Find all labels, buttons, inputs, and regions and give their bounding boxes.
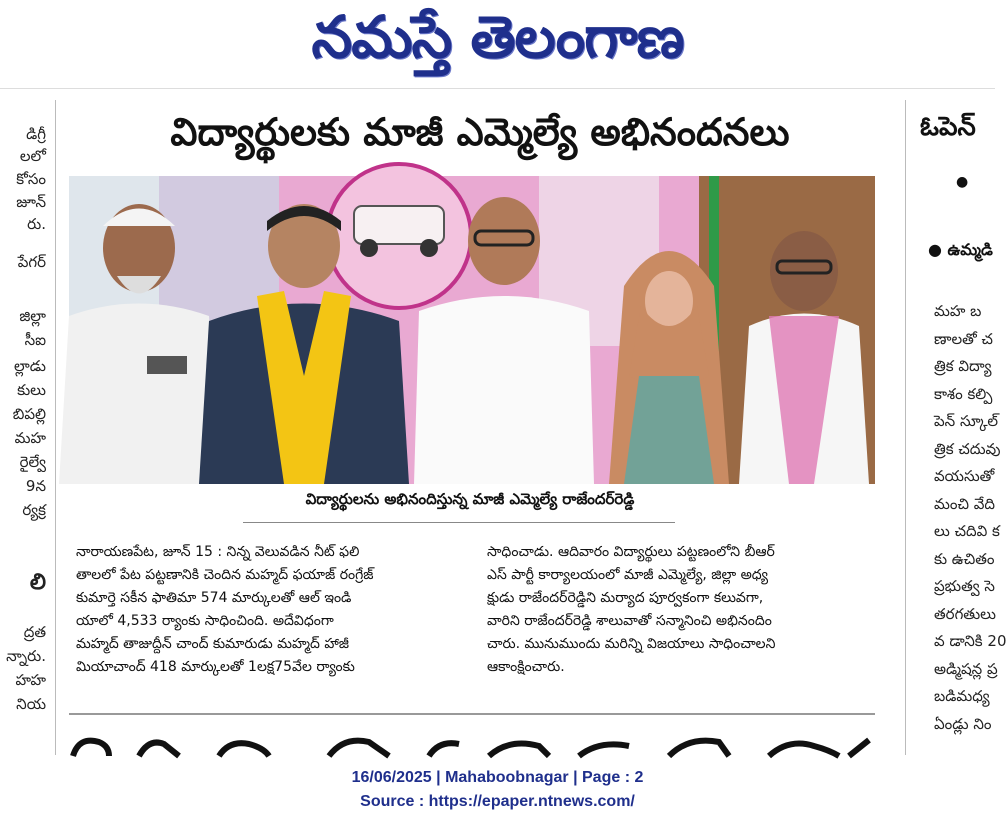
article-body-right: [487, 541, 875, 679]
left-column-text: డిగ్రీ: [26, 125, 46, 143]
page-footer: [0, 766, 995, 814]
left-column-text: న్నారు.: [6, 647, 46, 665]
left-column-text: 9న: [25, 477, 46, 495]
left-column-text: నియ: [16, 695, 46, 713]
left-column-fragment: [0, 95, 52, 755]
left-column-text: రు.: [27, 215, 46, 233]
article-photo: [69, 176, 875, 484]
left-column-text: ద్రత: [23, 623, 46, 641]
text-line: చారు. మునుముందు మరిన్ని విజయాలు సాధించాలని: [487, 636, 776, 652]
left-column-text: హహ: [15, 671, 46, 689]
newspaper-masthead: [0, 2, 995, 72]
left-column-text: జిల్లా: [19, 307, 46, 325]
left-column-text: కులు: [17, 381, 46, 399]
text-line: తాలలో పేట పట్టణానికి చెందిన మహ్మద్ ఫయాజ్ రంగ్రేజ్: [76, 567, 374, 583]
right-column-text: లు చదివి క: [934, 522, 1000, 540]
left-column-text: రైల్వే: [19, 453, 46, 471]
right-column-text: ప్రభుత్వ సె: [934, 577, 995, 595]
left-column-text: కోసం: [16, 170, 46, 188]
left-column-text: ల్లాడు: [14, 357, 46, 375]
left-column-text: ర్యక్ర: [22, 501, 46, 519]
photo-caption: విద్యార్థులను అభినందిస్తున్న మాజీ ఎమ్మెల్యే రాజేందర్‌రెడ్డి: [305, 490, 635, 508]
text-line: సాధించాడు. ఆదివారం విద్యార్థులు పట్టణంలోని బీఆర్: [487, 544, 775, 560]
text-line: ఎస్ పార్టీ కార్యాలయంలో మాజీ ఎమ్మెల్యే, జిల్లా అధ్య: [487, 567, 768, 583]
footer-source: Source : https://epaper.ntnews.com/: [360, 793, 635, 810]
left-column-text: లలో: [19, 147, 46, 165]
right-column-text: తరగతులు: [934, 604, 996, 623]
caption-underline: [243, 522, 675, 523]
text-line: ఆకాంక్షించారు.: [487, 659, 565, 675]
right-column-text: వ డానికి 20: [934, 632, 1006, 650]
left-column-text: బిపల్లి: [12, 405, 46, 423]
right-column-text: మహ బ: [934, 302, 982, 320]
text-line: క్షుడు రాజేందర్‌రెడ్డిని మర్యాద పూర్వకంగా కలువగా,: [487, 590, 764, 606]
right-column-text: ణాలతో చ: [934, 329, 993, 348]
masthead-title: నమస్తే తెలంగాణ: [311, 3, 684, 71]
right-column-bullet: ● ఉమ్మడి: [928, 240, 993, 259]
left-column-text: లి: [29, 570, 46, 595]
article-headline: విద్యార్థులకు మాజీ ఎమ్మెల్యే అభినందనలు: [170, 110, 790, 154]
article-bottom-rule: [69, 713, 875, 715]
next-headline-fragment: [69, 736, 875, 756]
text-line: మియాచాంద్ 418 మార్కులతో 1లక్ష75వేల ర్యాంకు: [76, 659, 355, 675]
right-column-text: అడ్మిషన్ల ప్ర: [934, 659, 998, 678]
right-column-text: మంచి వేది: [934, 494, 995, 513]
text-line: మహ్మద్ తాజుద్దీన్ చాంద్ కుమారుడు మహ్మద్ హాజీ: [76, 636, 350, 652]
left-column-text: మహ: [14, 429, 46, 447]
masthead-divider: [0, 88, 995, 89]
footer-date-edition: 16/06/2025 | Mahaboobnagar | Page : 2: [351, 769, 644, 786]
right-column-text: వయసుతో: [934, 467, 995, 485]
text-line: కుమార్తె సకీన ఫాతిమా 574 మార్కులతో ఆల్ ఇండి: [76, 590, 352, 606]
right-column-text: త్రిక చదువు: [934, 439, 1001, 458]
text-line: నారాయణపేట, జూన్ 15 : నిన్న వెలువడిన నీట్ ఫలి: [76, 544, 360, 560]
right-column-rule: [905, 100, 906, 755]
party-logo-icon: [327, 164, 471, 308]
text-line: వారిని రాజేందర్‌రెడ్డి శాలువాతో సన్మానించి అభినందిం: [487, 613, 772, 629]
left-column-text: జూన్: [16, 193, 46, 211]
article-body-left: [76, 541, 471, 679]
person-student-in-hijab: [609, 251, 729, 484]
right-column-text: త్రిక విద్యా: [934, 357, 992, 375]
right-column-headline: ఓపెన్: [920, 112, 976, 142]
right-column-fragment: [908, 100, 1006, 755]
right-column-text: పెన్ స్కూల్: [934, 412, 999, 430]
text-line: యాలో 4,533 ర్యాంకు సాధించింది. అదేవిధంగా: [76, 613, 334, 629]
right-column-text: కాశం కల్పి: [934, 384, 993, 403]
left-column-text: సీఐ: [24, 331, 46, 349]
bullet-dot-icon: ●: [956, 174, 969, 190]
right-column-text: బడిమధ్య: [934, 687, 990, 705]
right-column-text: కు ఉచితం: [934, 549, 995, 568]
left-column-text: పేగర్: [17, 253, 46, 271]
right-column-text: ఏండ్లు నిం: [934, 714, 992, 733]
left-column-rule: [55, 100, 56, 755]
